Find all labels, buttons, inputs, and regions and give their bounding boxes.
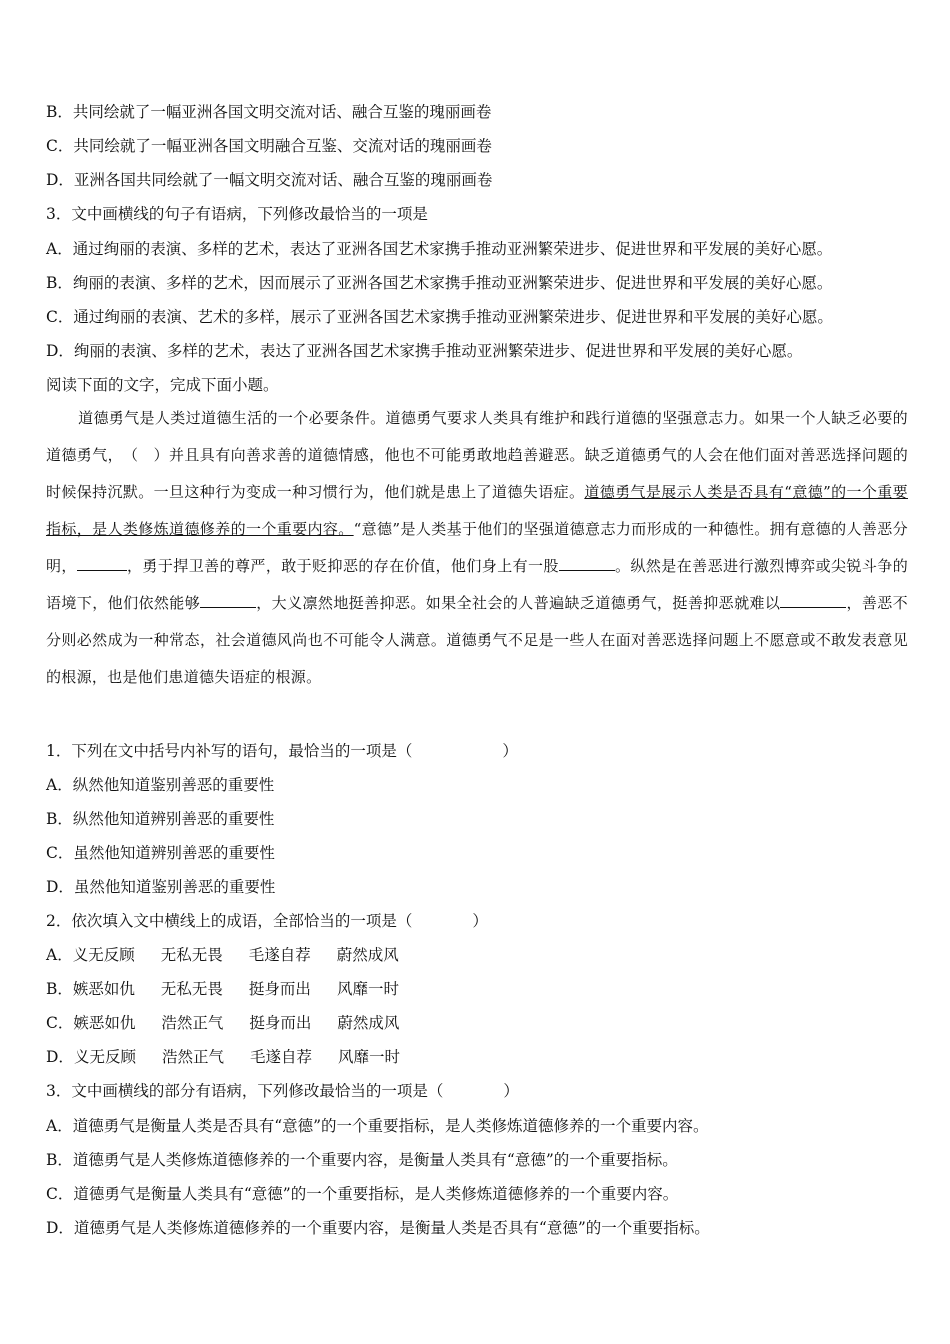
question-3a-option-d: D．绚丽的表演、多样的艺术，表达了亚洲各国艺术家携手推动亚洲繁荣进步、促进世界和平发展的美好心愿。 — [46, 342, 803, 360]
option-d-prev: D．亚洲各国共同绘就了一幅文明交流对话、融合互鉴的瑰丽画卷 — [46, 171, 493, 189]
blank-3 — [200, 593, 256, 608]
question-2-option-b: B．嫉恶如仇 无私无畏 挺身而出 风靡一时 — [46, 980, 399, 998]
question-3a-stem: 3．文中画横线的句子有语病，下列修改最恰当的一项是 — [46, 205, 428, 223]
question-2-option-d: D．义无反顾 浩然正气 毛遂自荐 风靡一时 — [46, 1048, 400, 1066]
blank-1 — [77, 556, 127, 571]
question-3b-option-d: D．道德勇气是人类修炼道德修养的一个重要内容，是衡量人类是否具有“意德”的一个重要指标。 — [46, 1219, 710, 1237]
passage-part-1: 道德勇气是人类过道德生活的一个必要条件。道德勇气要求人类具有维护和践行道德的坚强意志力。如果一个人缺乏必要的道德勇气， — [46, 409, 908, 464]
passage-part-2: 并且具有向善求善的道德情感，他也不可能勇敢地趋善避恶。缺乏道德勇气的人会在他们面对善恶选择问题的时候保持沉默。一旦这种行为变成一种习惯行为，他们就是患上了道德失语症。 — [46, 446, 908, 501]
question-1-stem: 1．下列在文中括号内补写的语句，最恰当的一项是（ ） — [46, 742, 518, 760]
reading-intro: 阅读下面的文字，完成下面小题。 — [46, 376, 279, 394]
passage-part-6: ，大义凛然地挺善抑恶。如果全社会的人普遍缺乏道德勇气，挺善抑恶就难以 — [256, 594, 781, 612]
passage-part-7: ，善恶不分则必然成为一种常态，社会道德风尚也不可能令人满意。道德勇气不足是一些人在面对善恶选择问题上不愿意或不敢发表意见的根源，也是他们患道德失语症的根源。 — [46, 594, 908, 686]
blank-paren: （ ） — [123, 446, 169, 464]
underlined-sentence: 道德勇气是展示人类是否具有“意德”的一个重要指标，是人类修炼道德修养的一个重要内容。 — [46, 483, 908, 538]
question-1-option-b: B．纵然他知道辨别善恶的重要性 — [46, 810, 275, 828]
question-3b-option-c: C．道德勇气是衡量人类具有“意德”的一个重要指标，是人类修炼道德修养的一个重要内容。 — [46, 1185, 679, 1203]
question-2-stem: 2．依次填入文中横线上的成语，全部恰当的一项是（ ） — [46, 912, 488, 930]
option-b-prev: B．共同绘就了一幅亚洲各国文明交流对话、融合互鉴的瑰丽画卷 — [46, 103, 492, 121]
question-3b-option-b: B．道德勇气是人类修炼道德修养的一个重要内容，是衡量人类具有“意德”的一个重要指标。 — [46, 1151, 678, 1169]
question-1-option-a: A．纵然他知道鉴别善恶的重要性 — [46, 776, 275, 794]
question-1-option-c: C．虽然他知道辨别善恶的重要性 — [46, 844, 275, 862]
passage-part-4: ，勇于捍卫善的尊严，敢于贬抑恶的存在价值，他们身上有一股 — [126, 557, 559, 575]
question-1-option-d: D．虽然他知道鉴别善恶的重要性 — [46, 878, 276, 896]
passage — [46, 400, 908, 696]
passage-part-5: 。纵然是在善恶进行激烈博弈或尖锐斗争的语境下，他们依然能够 — [46, 557, 908, 612]
question-3b-stem: 3．文中画横线的部分有语病，下列修改最恰当的一项是（ ） — [46, 1082, 519, 1100]
passage-part-3: “意德”是人类基于他们的坚强道德意志力而形成的一种德性。拥有意德的人善恶分明， — [46, 520, 908, 575]
question-2-option-a: A．义无反顾 无私无畏 毛遂自荐 蔚然成风 — [46, 946, 399, 964]
question-3a-option-b: B．绚丽的表演、多样的艺术，因而展示了亚洲各国艺术家携手推动亚洲繁荣进步、促进世界和平发展的美好心愿。 — [46, 274, 833, 292]
question-3b-option-a: A．道德勇气是衡量人类是否具有“意德”的一个重要指标，是人类修炼道德修养的一个重要内容。 — [46, 1117, 709, 1135]
option-c-prev: C．共同绘就了一幅亚洲各国文明融合互鉴、交流对话的瑰丽画卷 — [46, 137, 492, 155]
blank-4 — [780, 593, 846, 608]
question-3a-option-c: C．通过绚丽的表演、艺术的多样，展示了亚洲各国艺术家携手推动亚洲繁荣进步、促进世界和平发展的美好心愿。 — [46, 308, 833, 326]
question-3a-option-a: A．通过绚丽的表演、多样的艺术，表达了亚洲各国艺术家携手推动亚洲繁荣进步、促进世界和平发展的美好心愿。 — [46, 240, 833, 258]
blank-2 — [559, 556, 615, 571]
question-2-option-c: C．嫉恶如仇 浩然正气 挺身而出 蔚然成风 — [46, 1014, 400, 1032]
